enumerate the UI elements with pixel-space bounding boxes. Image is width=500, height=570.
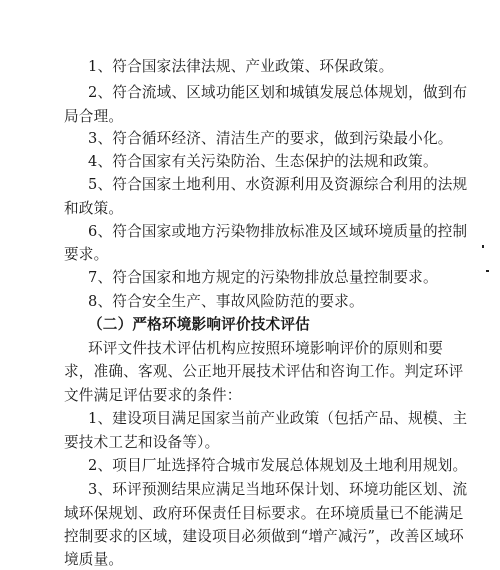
text-line-6: 5、符合国家土地利用、水资源利用及资源综合利用的法规 bbox=[88, 176, 468, 193]
scan-speck-1 bbox=[482, 245, 484, 248]
text-line-18: 2、项目厂址选择符合城市发展总体规划及土地利用规划。 bbox=[88, 457, 468, 474]
text-line-4: 3、符合循环经济、清洁生产的要求，做到污染最小化。 bbox=[88, 130, 453, 147]
text-line-21: 控制要求的区域，建设项目必须做到“增产减污”，改善区域环 bbox=[64, 528, 464, 545]
text-line-16: 1、建设项目满足国家当前产业政策（包括产品、规模、主 bbox=[88, 410, 468, 427]
text-line-5: 4、符合国家有关污染防治、生态保护的法规和政策。 bbox=[88, 153, 438, 170]
text-line-2: 2、符合流域、区域功能区划和城镇发展总体规划，做到布 bbox=[88, 84, 468, 101]
text-line-22: 境质量。 bbox=[64, 551, 124, 568]
text-line-13: 环评文件技术评估机构应按照环境影响评价的原则和要 bbox=[88, 340, 444, 357]
text-line-9: 要求。 bbox=[64, 246, 109, 263]
text-line-19: 3、环评预测结果应满足当地环保计划、环境功能区划、流 bbox=[88, 481, 468, 498]
text-line-7: 和政策。 bbox=[64, 200, 124, 217]
text-line-10: 7、符合国家和地方规定的污染物排放总量控制要求。 bbox=[88, 269, 438, 286]
text-line-1: 1、符合国家法律法规、产业政策、环保政策。 bbox=[88, 58, 394, 75]
text-line-14: 求，准确、客观、公正地开展技术评估和咨询工作。判定环评 bbox=[64, 363, 464, 380]
text-line-17: 要技术工艺和设备等）。 bbox=[64, 434, 220, 451]
section-heading: （二）严格环境影响评价技术评估 bbox=[88, 316, 310, 333]
text-line-3: 局合理。 bbox=[64, 108, 124, 125]
text-line-15: 文件满足评估要求的条件： bbox=[64, 387, 242, 404]
text-line-20: 域环保规划、政府环保责任目标要求。在环境质量已不能满足 bbox=[64, 505, 464, 522]
text-line-11: 8、符合安全生产、事故风险防范的要求。 bbox=[88, 293, 364, 310]
scan-speck-2 bbox=[486, 270, 489, 272]
text-line-8: 6、符合国家或地方污染物排放标准及区域环境质量的控制 bbox=[88, 223, 468, 240]
